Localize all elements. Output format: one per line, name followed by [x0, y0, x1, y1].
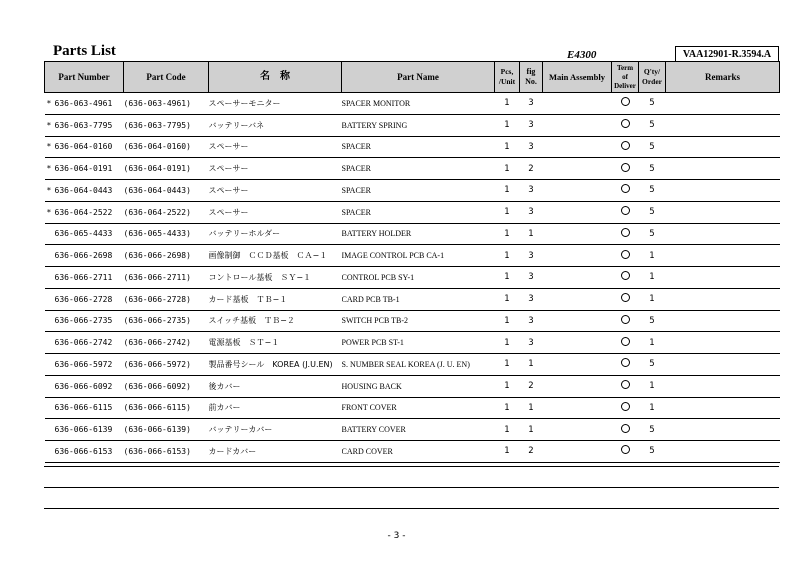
fig-no-cell: 1	[520, 223, 543, 245]
term-deliver-cell	[612, 267, 639, 289]
remarks-cell	[666, 93, 780, 115]
part-name-cell: HOUSING BACK	[342, 375, 495, 397]
part-name-cell: CARD COVER	[342, 441, 495, 463]
pcs-unit-cell: 1	[495, 332, 520, 354]
part-code-cell: (636-066-6115)	[124, 397, 209, 419]
page-title: Parts List	[53, 43, 116, 59]
term-deliver-cell	[612, 245, 639, 267]
fig-no-cell: 3	[520, 332, 543, 354]
jp-name-cell: 後カバー	[209, 375, 342, 397]
new-part-marker: *	[46, 120, 52, 130]
main-assembly-cell	[543, 375, 612, 397]
qty-order-cell: 1	[639, 267, 666, 289]
table-row	[45, 419, 780, 441]
col-qty-order: Q'ty/ Order	[639, 62, 666, 93]
circle-icon	[621, 445, 630, 454]
col-pcs-unit: Pcs, /Unit	[495, 62, 520, 93]
fig-no-cell: 3	[520, 180, 543, 202]
part-name-cell: CONTROL PCB SY-1	[342, 267, 495, 289]
blank-row-divider	[44, 487, 779, 488]
pcs-unit-cell: 1	[495, 158, 520, 180]
jp-name-cell: スペーサー	[209, 201, 342, 223]
blank-row-divider	[44, 466, 779, 467]
part-code-cell: (636-066-2698)	[124, 245, 209, 267]
pcs-unit-cell: 1	[495, 419, 520, 441]
main-assembly-cell	[543, 397, 612, 419]
col-part-name: Part Name	[342, 62, 495, 93]
main-assembly-cell	[543, 201, 612, 223]
qty-order-cell: 1	[639, 332, 666, 354]
qty-order-cell: 1	[639, 397, 666, 419]
fig-no-cell: 3	[520, 201, 543, 223]
circle-icon	[621, 184, 630, 193]
pcs-unit-cell: 1	[495, 310, 520, 332]
table-row	[45, 245, 780, 267]
part-number-cell: * 636-064-0191	[45, 158, 124, 180]
main-assembly-cell	[543, 245, 612, 267]
fig-no-cell: 1	[520, 419, 543, 441]
pcs-unit-cell: 1	[495, 288, 520, 310]
circle-icon	[621, 228, 630, 237]
remarks-cell	[666, 375, 780, 397]
part-code-cell: (636-066-5972)	[124, 354, 209, 376]
jp-name-cell: スペーサー	[209, 180, 342, 202]
main-assembly-cell	[543, 158, 612, 180]
main-assembly-cell	[543, 288, 612, 310]
qty-order-cell: 5	[639, 201, 666, 223]
fig-no-cell: 2	[520, 441, 543, 463]
col-main-assembly: Main Assembly	[543, 62, 612, 93]
col-remarks: Remarks	[666, 62, 780, 93]
qty-order-cell: 5	[639, 180, 666, 202]
jp-name-cell: 電源基板 ＳＴ−１	[209, 332, 342, 354]
remarks-cell	[666, 310, 780, 332]
main-assembly-cell	[543, 267, 612, 289]
col-jp-name: 名 称	[209, 62, 342, 93]
part-name-cell: SWITCH PCB TB-2	[342, 310, 495, 332]
part-code-cell: (636-064-0443)	[124, 180, 209, 202]
pcs-unit-cell: 1	[495, 136, 520, 158]
part-code-cell: (636-066-6139)	[124, 419, 209, 441]
circle-icon	[621, 315, 630, 324]
pcs-unit-cell: 1	[495, 375, 520, 397]
jp-name-cell: バッテリーカバー	[209, 419, 342, 441]
fig-no-cell: 1	[520, 354, 543, 376]
table-row	[45, 201, 780, 223]
pcs-unit-cell: 1	[495, 93, 520, 115]
part-name-cell: IMAGE CONTROL PCB CA-1	[342, 245, 495, 267]
circle-icon	[621, 380, 630, 389]
table-row	[45, 223, 780, 245]
jp-name-cell: スイッチ基板 ＴＢ−２	[209, 310, 342, 332]
part-code-cell: (636-063-7795)	[124, 114, 209, 136]
qty-order-cell: 5	[639, 310, 666, 332]
circle-icon	[621, 119, 630, 128]
fig-no-cell: 2	[520, 375, 543, 397]
term-deliver-cell	[612, 180, 639, 202]
remarks-cell	[666, 223, 780, 245]
col-term-deliver: Term of Deliver	[612, 62, 639, 93]
part-code-cell: (636-066-2711)	[124, 267, 209, 289]
table-row	[45, 180, 780, 202]
table-row	[45, 114, 780, 136]
term-deliver-cell	[612, 93, 639, 115]
table-row	[45, 441, 780, 463]
jp-name-cell: スペーサー	[209, 136, 342, 158]
jp-name-cell: カードカバー	[209, 441, 342, 463]
part-name-cell: S. NUMBER SEAL KOREA (J. U. EN)	[342, 354, 495, 376]
part-name-cell: SPACER	[342, 136, 495, 158]
part-name-cell: SPACER	[342, 201, 495, 223]
pcs-unit-cell: 1	[495, 114, 520, 136]
jp-name-cell: スペーサーモニター	[209, 93, 342, 115]
part-number-cell: 636-066-2742	[45, 332, 124, 354]
part-name-cell: BATTERY SPRING	[342, 114, 495, 136]
fig-no-cell: 3	[520, 93, 543, 115]
part-code-cell: (636-064-0191)	[124, 158, 209, 180]
remarks-cell	[666, 114, 780, 136]
term-deliver-cell	[612, 223, 639, 245]
remarks-cell	[666, 158, 780, 180]
main-assembly-cell	[543, 441, 612, 463]
new-part-marker: *	[46, 98, 52, 108]
circle-icon	[621, 337, 630, 346]
remarks-cell	[666, 201, 780, 223]
part-code-cell: (636-064-2522)	[124, 201, 209, 223]
part-number-cell: * 636-064-0443	[45, 180, 124, 202]
term-deliver-cell	[612, 375, 639, 397]
table-header-row	[45, 62, 780, 93]
part-number-cell: 636-066-6115	[45, 397, 124, 419]
remarks-cell	[666, 180, 780, 202]
col-fig-no: fig No.	[520, 62, 543, 93]
main-assembly-cell	[543, 136, 612, 158]
pcs-unit-cell: 1	[495, 397, 520, 419]
part-code-cell: (636-066-6153)	[124, 441, 209, 463]
jp-name-cell: スペーサー	[209, 158, 342, 180]
term-deliver-cell	[612, 201, 639, 223]
term-deliver-cell	[612, 332, 639, 354]
remarks-cell	[666, 354, 780, 376]
term-deliver-cell	[612, 419, 639, 441]
remarks-cell	[666, 267, 780, 289]
col-part-code: Part Code	[124, 62, 209, 93]
part-name-cell: SPACER MONITOR	[342, 93, 495, 115]
main-assembly-cell	[543, 310, 612, 332]
circle-icon	[621, 271, 630, 280]
jp-name-cell: バッテリーホルダー	[209, 223, 342, 245]
part-code-cell: (636-063-4961)	[124, 93, 209, 115]
part-name-cell: BATTERY HOLDER	[342, 223, 495, 245]
fig-no-cell: 3	[520, 245, 543, 267]
part-number-cell: * 636-064-2522	[45, 201, 124, 223]
new-part-marker: *	[46, 185, 52, 195]
blank-row-divider	[44, 508, 779, 509]
jp-name-cell: 前カバー	[209, 397, 342, 419]
main-assembly-cell	[543, 419, 612, 441]
remarks-cell	[666, 245, 780, 267]
part-code-cell: (636-064-0160)	[124, 136, 209, 158]
table-row	[45, 354, 780, 376]
remarks-cell	[666, 136, 780, 158]
part-number-cell: 636-066-2711	[45, 267, 124, 289]
part-code-cell: (636-066-2742)	[124, 332, 209, 354]
term-deliver-cell	[612, 136, 639, 158]
remarks-cell	[666, 288, 780, 310]
part-number-cell: 636-066-6139	[45, 419, 124, 441]
circle-icon	[621, 97, 630, 106]
term-deliver-cell	[612, 354, 639, 376]
pcs-unit-cell: 1	[495, 441, 520, 463]
table-row	[45, 93, 780, 115]
col-part-number: Part Number	[45, 62, 124, 93]
qty-order-cell: 5	[639, 223, 666, 245]
qty-order-cell: 5	[639, 158, 666, 180]
jp-name-cell: バッテリーバネ	[209, 114, 342, 136]
part-number-cell: 636-066-5972	[45, 354, 124, 376]
fig-no-cell: 1	[520, 397, 543, 419]
remarks-cell	[666, 332, 780, 354]
part-number-cell: * 636-064-0160	[45, 136, 124, 158]
table-row	[45, 158, 780, 180]
part-number-cell: 636-065-4433	[45, 223, 124, 245]
parts-table	[44, 61, 780, 463]
main-assembly-cell	[543, 223, 612, 245]
table-row	[45, 375, 780, 397]
fig-no-cell: 3	[520, 310, 543, 332]
pcs-unit-cell: 1	[495, 267, 520, 289]
qty-order-cell: 5	[639, 419, 666, 441]
pcs-unit-cell: 1	[495, 201, 520, 223]
pcs-unit-cell: 1	[495, 180, 520, 202]
table-row	[45, 332, 780, 354]
jp-name-cell: コントロール基板 ＳＹ−１	[209, 267, 342, 289]
term-deliver-cell	[612, 310, 639, 332]
table-row	[45, 267, 780, 289]
circle-icon	[621, 141, 630, 150]
qty-order-cell: 1	[639, 245, 666, 267]
part-number-cell: 636-066-6153	[45, 441, 124, 463]
circle-icon	[621, 358, 630, 367]
circle-icon	[621, 206, 630, 215]
part-number-cell: 636-066-2728	[45, 288, 124, 310]
remarks-cell	[666, 419, 780, 441]
qty-order-cell: 5	[639, 354, 666, 376]
part-code-cell: (636-066-2728)	[124, 288, 209, 310]
main-assembly-cell	[543, 354, 612, 376]
main-assembly-cell	[543, 332, 612, 354]
pcs-unit-cell: 1	[495, 354, 520, 376]
table-row	[45, 136, 780, 158]
jp-name-cell: 画像制御 ＣＣＤ基板 ＣＡ−１	[209, 245, 342, 267]
main-assembly-cell	[543, 114, 612, 136]
part-name-cell: BATTERY COVER	[342, 419, 495, 441]
term-deliver-cell	[612, 158, 639, 180]
part-code-cell: (636-066-6092)	[124, 375, 209, 397]
fig-no-cell: 3	[520, 288, 543, 310]
remarks-cell	[666, 441, 780, 463]
new-part-marker: *	[46, 142, 52, 152]
table-row	[45, 288, 780, 310]
qty-order-cell: 5	[639, 136, 666, 158]
table-row	[45, 397, 780, 419]
pcs-unit-cell: 1	[495, 223, 520, 245]
fig-no-cell: 3	[520, 114, 543, 136]
part-code-cell: (636-065-4433)	[124, 223, 209, 245]
qty-order-cell: 1	[639, 288, 666, 310]
part-number-cell: 636-066-2735	[45, 310, 124, 332]
page-number: - 3 -	[387, 531, 406, 541]
part-name-cell: POWER PCB ST-1	[342, 332, 495, 354]
fig-no-cell: 2	[520, 158, 543, 180]
part-name-cell: SPACER	[342, 180, 495, 202]
qty-order-cell: 5	[639, 93, 666, 115]
part-number-cell: * 636-063-7795	[45, 114, 124, 136]
fig-no-cell: 3	[520, 267, 543, 289]
model-name: E4300	[567, 49, 597, 61]
main-assembly-cell	[543, 180, 612, 202]
new-part-marker: *	[46, 207, 52, 217]
term-deliver-cell	[612, 397, 639, 419]
part-name-cell: SPACER	[342, 158, 495, 180]
term-deliver-cell	[612, 114, 639, 136]
part-number-cell: 636-066-2698	[45, 245, 124, 267]
circle-icon	[621, 250, 630, 259]
circle-icon	[621, 402, 630, 411]
part-name-cell: FRONT COVER	[342, 397, 495, 419]
remarks-cell	[666, 397, 780, 419]
part-number-cell: * 636-063-4961	[45, 93, 124, 115]
term-deliver-cell	[612, 441, 639, 463]
part-number-cell: 636-066-6092	[45, 375, 124, 397]
part-name-cell: CARD PCB TB-1	[342, 288, 495, 310]
part-code-cell: (636-066-2735)	[124, 310, 209, 332]
circle-icon	[621, 163, 630, 172]
jp-name-cell: カード基板 ＴＢ−１	[209, 288, 342, 310]
fig-no-cell: 3	[520, 136, 543, 158]
jp-name-cell: 製品番号シール KOREA (J.U.EN)	[209, 354, 342, 376]
circle-icon	[621, 424, 630, 433]
table-row	[45, 310, 780, 332]
document-number: VAA12901-R.3594.A	[675, 46, 779, 62]
new-part-marker: *	[46, 164, 52, 174]
qty-order-cell: 5	[639, 441, 666, 463]
circle-icon	[621, 293, 630, 302]
main-assembly-cell	[543, 93, 612, 115]
qty-order-cell: 1	[639, 375, 666, 397]
qty-order-cell: 5	[639, 114, 666, 136]
term-deliver-cell	[612, 288, 639, 310]
pcs-unit-cell: 1	[495, 245, 520, 267]
